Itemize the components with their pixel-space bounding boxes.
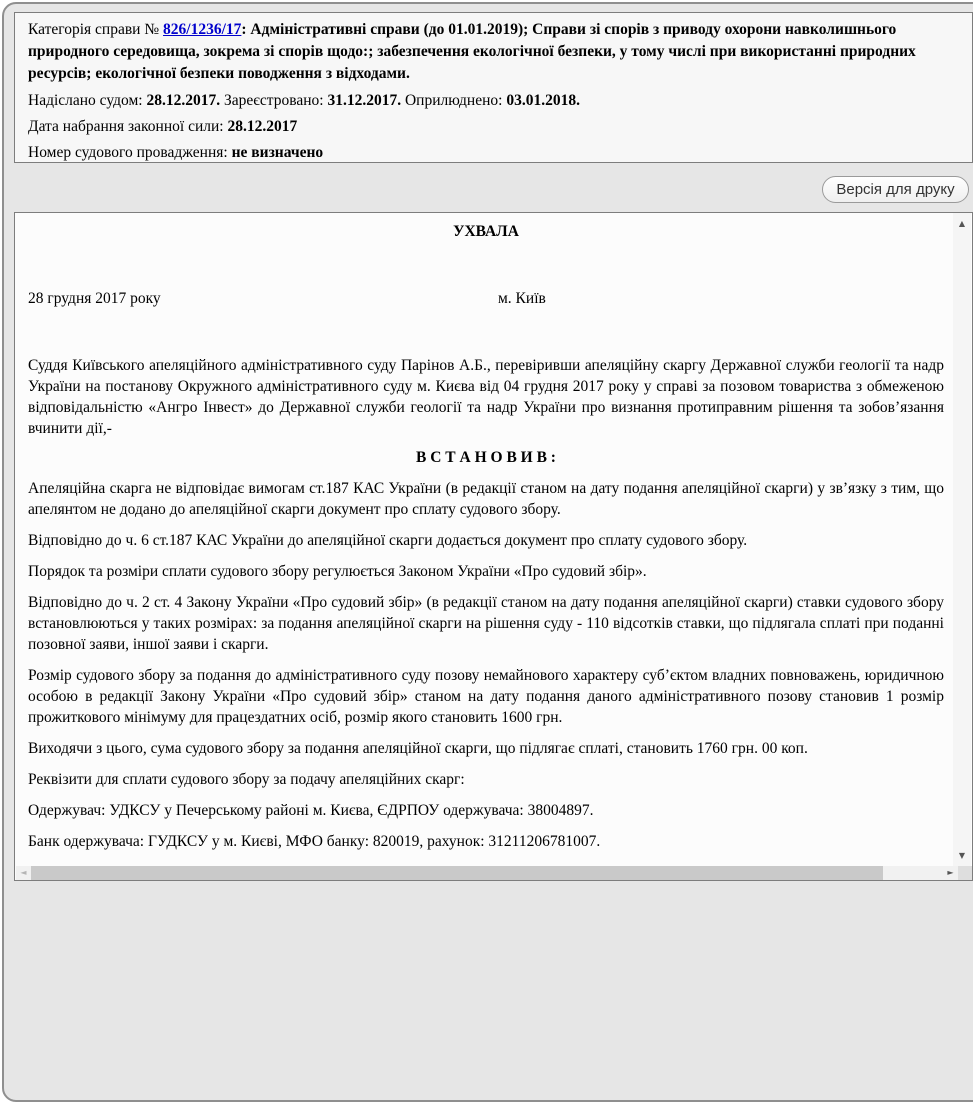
sent-label: Надіслано судом:: [28, 92, 147, 109]
scrollbar-corner: [958, 866, 973, 881]
horizontal-scrollbar[interactable]: [16, 866, 958, 880]
document-city: м. Київ: [498, 290, 546, 307]
published-value: 03.01.2018.: [506, 92, 580, 109]
document-paragraph: Банк одержувача: ГУДКСУ у м. Києві, МФО банку: 820019, рахунок: 31211206781007.: [28, 833, 601, 850]
case-info-box: [14, 12, 973, 163]
document-viewer: [14, 212, 973, 881]
sent-value: 28.12.2017.: [146, 92, 221, 109]
document-paragraph: Порядок та розміри сплати судового збору регулюється Законом України «Про судовий збір».: [28, 563, 647, 580]
horizontal-scrollbar-thumb[interactable]: [31, 866, 883, 880]
case-number-link[interactable]: 826/1236/17: [163, 21, 242, 38]
proceeding-value: не визначено: [231, 144, 324, 161]
document-paragraph: Одержувач: УДКСУ у Печерському районі м. Києва, ЄДРПОУ одержувача: 38004897.: [28, 802, 594, 819]
published-label: Оприлюднено:: [404, 92, 507, 109]
scroll-up-icon[interactable]: ▲: [958, 219, 966, 228]
document-intro-paragraph: Суддя Київського апеляційного адміністративного суду Парінов А.Б., перевіривши апеляційну скаргу Державної служби геології та надр України на постанову Окружного адміністративного суду м. Києва від 04 грудня 2017 року у справі за позовом товариства з обмеженою відповідальністю «Ангро Інвест» до Державної служби геології та надр України про визнання протиправним рішення та зобов’язання вчинити дії,-: [28, 357, 944, 437]
resolution-heading: В С Т А Н О В И В :: [416, 449, 556, 466]
document-content: [15, 213, 954, 852]
document-date: 28 грудня 2017 року: [28, 290, 161, 307]
legal-force-label: Дата набрання законної сили:: [28, 118, 228, 135]
document-dateline: [28, 288, 944, 309]
case-dates-line: [28, 90, 938, 111]
proceeding-label: Номер судового провадження:: [28, 144, 232, 161]
document-paragraph: Відповідно до ч. 2 ст. 4 Закону України «Про судовий збір» (в редакції станом на дату подання апеляційної скарги) ставки судового збору встановлюються у таких розмірах: за подання апеляційної скарги на рішення суду - 110 відсотків ставки, що підлягала сплаті при поданні позовної заяви, іншої заяви і скарги.: [28, 594, 944, 653]
document-paragraph: Апеляційна скарга не відповідає вимогам ст.187 КАС України (в редакції станом на дату подання апеляційної скарги) у зв’язку з тим, що апелянтом не додано до апеляційної скарги документ про сплату судового збору.: [28, 480, 944, 518]
document-paragraph: Виходячи з цього, сума судового збору за подання апеляційної скарги, що підлягає сплаті, становить 1760 грн. 00 коп.: [28, 740, 808, 757]
print-version-button[interactable]: Версія для друку: [822, 176, 969, 203]
scroll-left-icon[interactable]: ◄: [20, 868, 27, 877]
vertical-scrollbar[interactable]: [953, 213, 971, 866]
case-category-label: Категорія справи №: [28, 21, 164, 38]
document-paragraph: Відповідно до ч. 6 ст.187 КАС України до апеляційної скарги додається документ про сплату судового збору.: [28, 532, 748, 549]
legal-force-value: 28.12.2017: [227, 118, 298, 135]
legal-force-line: [28, 116, 938, 137]
case-category-line: [28, 19, 938, 85]
scroll-down-icon[interactable]: ▼: [958, 851, 966, 860]
registered-label: Зареєстровано:: [223, 92, 328, 109]
proceeding-line: [28, 142, 938, 163]
registered-value: 31.12.2017.: [327, 92, 402, 109]
case-category-text: : Адміністративні справи (до 01.01.2019); Справи зі спорів з приводу охорони навколишнього природного середовища, зокрема зі спорів щодо:; забезпечення екологічної безпеки, у тому числі при використанні природних ресурсів; екологічної безпеки поводження з відходами.: [28, 21, 916, 82]
document-title: УХВАЛА: [453, 223, 519, 240]
document-paragraph: Розмір судового збору за подання до адміністративного суду позову немайнового характеру суб’єктом владних повноважень, юридичною особою в редакції Закону України «Про судовий збір» станом на дату подання даного адміністративного позову становив 1 розмір прожиткового мінімуму для працездатних осіб, розмір якого становить 1600 грн.: [28, 667, 944, 726]
scroll-right-icon[interactable]: ►: [947, 868, 954, 877]
document-paragraph: Реквізити для сплати судового збору за подачу апеляційних скарг:: [28, 771, 465, 788]
